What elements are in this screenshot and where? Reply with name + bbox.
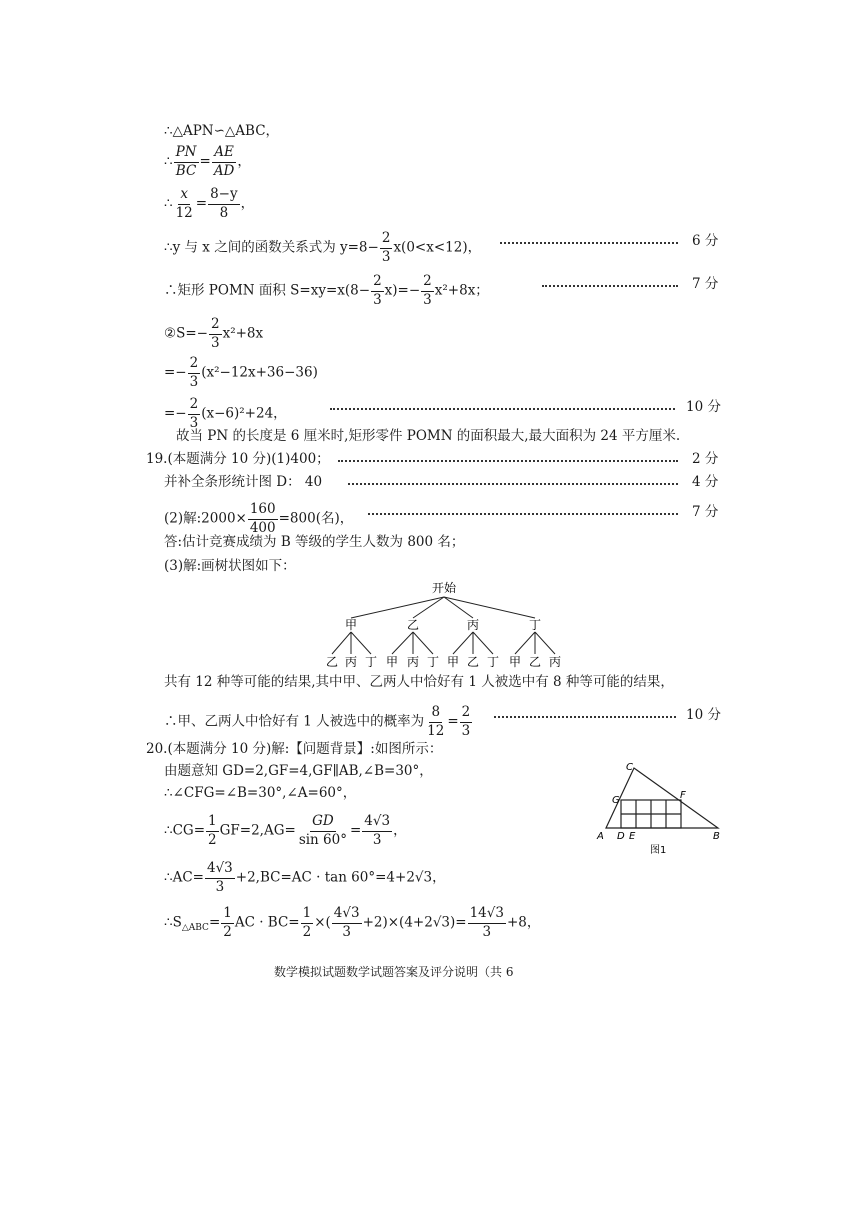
fraction — [206, 815, 219, 847]
formula-line — [164, 232, 481, 264]
fraction — [425, 706, 446, 738]
tree-lines — [332, 597, 555, 654]
formula-line — [164, 907, 540, 939]
score-label: 6 分 — [692, 233, 719, 249]
score-label: 10 分 — [686, 399, 721, 415]
fraction-num: 2 — [460, 706, 473, 723]
text: =− — [164, 364, 187, 381]
fraction-num: 2 — [380, 232, 393, 249]
text: (x−6)²+24， — [201, 405, 287, 422]
formula-line — [164, 815, 407, 847]
tree-node-level2: 丁 — [426, 655, 440, 668]
fraction-num: 2 — [188, 357, 201, 374]
fraction — [221, 907, 234, 939]
tree-root: 开始 — [431, 581, 457, 595]
fraction-den: 3 — [423, 291, 432, 308]
text: (2)解:2000× — [164, 510, 247, 527]
fraction — [248, 503, 278, 535]
fraction-den: 3 — [189, 373, 199, 390]
text-line: 19.(本题满分 10 分)(1)400； — [146, 451, 330, 467]
fraction-num: 1 — [221, 907, 234, 924]
formula-line — [164, 146, 251, 178]
fraction — [380, 232, 393, 264]
tree-node-level2: 乙 — [466, 655, 480, 668]
text-line: ∴△APN∽△ABC， — [164, 123, 280, 139]
fraction-num: 2 — [188, 398, 201, 415]
text: ∴y 与 x 之间的函数关系式为 y=8− — [164, 239, 379, 256]
fraction — [297, 815, 349, 847]
text-line: 共有 12 种等可能的结果,其中甲、乙两人中恰好有 1 人被选中有 8 种等可能的结果， — [164, 674, 674, 690]
fraction-num: 2 — [209, 318, 222, 335]
fraction — [421, 275, 434, 307]
fraction-den: 12 — [427, 722, 445, 739]
formula-line — [164, 862, 446, 894]
text: ∴CG= — [164, 822, 206, 839]
fraction-den: 3 — [482, 923, 492, 940]
text: ， — [240, 195, 255, 212]
formula-line — [164, 188, 254, 220]
formula-line — [164, 398, 287, 430]
fraction-num: 2 — [371, 275, 384, 292]
tree-diagram — [0, 578, 867, 668]
point-label-d: D — [617, 831, 625, 842]
fraction — [362, 815, 392, 847]
fraction — [301, 907, 314, 939]
formula-line — [164, 318, 263, 350]
fraction — [212, 146, 237, 178]
tree-node-level2: 甲 — [385, 655, 399, 668]
tree-node-level1: 乙 — [406, 618, 420, 632]
fraction-den: 2 — [302, 923, 312, 940]
dotted-leader — [348, 483, 678, 485]
fraction-num: PN — [174, 146, 199, 163]
text: ∴ — [164, 153, 173, 170]
point-label-b: B — [713, 831, 720, 842]
text: = — [195, 195, 208, 212]
fraction-num: 4√3 — [332, 907, 362, 924]
subscript: △ABC — [181, 923, 209, 934]
fraction — [209, 318, 222, 350]
page-footer: 数学模拟试题数学试题答案及评分说明（共 6 — [274, 965, 514, 979]
fraction-num: AE — [212, 146, 236, 163]
fraction — [460, 706, 473, 738]
score-label: 7 分 — [692, 504, 719, 520]
fraction — [468, 907, 506, 939]
text: = — [447, 713, 459, 730]
fraction-den: sin 60° — [298, 831, 347, 848]
tree-node-level2: 丙 — [548, 655, 562, 668]
tree-edge — [413, 632, 433, 654]
tree-node-level2: 乙 — [528, 655, 542, 668]
fraction-num: 1 — [301, 907, 314, 924]
dotted-leader — [494, 716, 676, 718]
text: ∴甲、乙两人中恰好有 1 人被选中的概率为 — [164, 713, 425, 730]
text: ∴矩形 POMN 面积 S=xy=x(8− — [164, 282, 371, 299]
tree-edge — [535, 632, 555, 654]
tree-node-level1: 丁 — [528, 618, 542, 632]
fraction-num: 8 — [429, 706, 442, 723]
fraction-num: 4√3 — [205, 862, 235, 879]
fraction-den: 3 — [461, 722, 471, 739]
text: ∴AC= — [164, 869, 204, 886]
text: x²+8x — [222, 325, 264, 342]
text: ， — [237, 153, 251, 170]
text: =− — [164, 405, 187, 422]
fraction-den: 2 — [208, 831, 217, 848]
formula-line — [164, 706, 473, 738]
dotted-leader — [500, 242, 678, 244]
tree-edge — [453, 632, 473, 654]
tree-node-level2: 乙 — [325, 655, 339, 668]
fraction-den: 2 — [223, 923, 232, 940]
text: ×( — [314, 914, 331, 931]
text: +8， — [506, 914, 541, 931]
triangle-abc — [606, 768, 718, 828]
fraction — [205, 862, 235, 894]
tree-node-level2: 丁 — [486, 655, 500, 668]
text: x²+8x； — [434, 282, 489, 299]
text: ②S=− — [164, 325, 208, 342]
dotted-leader — [330, 408, 675, 410]
tree-node-level1: 丙 — [466, 618, 480, 632]
dotted-leader — [368, 513, 678, 515]
fraction — [188, 357, 201, 389]
fraction-den: 3 — [210, 334, 220, 351]
text-line: ∴∠CFG=∠B=30°,∠A=60°， — [164, 785, 357, 801]
fraction — [208, 188, 240, 220]
text-line: 并补全条形统计图 D： 40 — [164, 474, 323, 490]
fraction-den: BC — [175, 162, 197, 179]
score-label: 7 分 — [692, 276, 719, 292]
fraction-num: 1 — [206, 815, 219, 832]
triangle-figure — [592, 760, 732, 860]
fraction-num: 2 — [421, 275, 434, 292]
text: ∴S — [164, 914, 182, 931]
fraction-den: 3 — [372, 831, 382, 848]
point-label-f: F — [680, 790, 686, 801]
text: x)=− — [384, 282, 421, 299]
score-label: 4 分 — [692, 474, 719, 490]
text: GF=2,AG= — [219, 822, 296, 839]
fraction-den: 3 — [215, 878, 225, 895]
dotted-leader — [542, 285, 678, 287]
tree-edge — [351, 632, 371, 654]
fraction-den: 3 — [342, 923, 351, 940]
text-line: (3)解:画树状图如下： — [164, 558, 296, 574]
fraction — [174, 188, 195, 220]
text: = — [199, 153, 211, 170]
fraction-den: 3 — [189, 414, 199, 431]
dotted-leader — [338, 460, 678, 462]
tree-node-level2: 丙 — [344, 655, 358, 668]
text-line: 由题意知 GD=2,GF=4,GF∥AB,∠B=30°， — [164, 763, 433, 779]
text: ∴ — [164, 195, 173, 212]
tree-node-level2: 丁 — [364, 655, 378, 668]
point-label-e: E — [629, 831, 636, 842]
fraction-num: 8−y — [208, 188, 240, 205]
fraction-den: 400 — [249, 519, 276, 536]
score-label: 2 分 — [692, 451, 719, 467]
text: ， — [393, 822, 407, 839]
text-line: 答:估计竞赛成绩为 B 等级的学生人数为 800 名； — [164, 534, 465, 550]
figure-caption: 图1 — [650, 845, 667, 856]
formula-line — [164, 357, 318, 389]
fraction — [188, 398, 201, 430]
fraction — [332, 907, 362, 939]
fraction-num: GD — [310, 815, 336, 832]
formula-line — [164, 275, 489, 307]
text: +2)×(4+2√3)= — [362, 914, 467, 931]
text: +2,BC=AC · tan 60°=4+2√3， — [235, 869, 446, 886]
tree-edge — [473, 632, 493, 654]
text: = — [349, 822, 362, 839]
point-label-a: A — [597, 831, 604, 842]
fraction-den: 3 — [381, 248, 391, 265]
fraction-den: 8 — [219, 204, 229, 221]
fraction — [174, 146, 199, 178]
text: = — [208, 914, 221, 931]
point-label-c: C — [626, 762, 633, 773]
fraction-den: 12 — [175, 204, 193, 221]
text: (x²−12x+36−36) — [201, 364, 318, 381]
tree-node-level2: 丙 — [406, 655, 420, 668]
fraction-num: 4√3 — [362, 815, 392, 832]
text: x(0<x<12)， — [393, 239, 482, 256]
tree-edge — [332, 632, 351, 654]
tree-node-level1: 甲 — [344, 618, 358, 632]
tree-edge — [515, 632, 535, 654]
fraction — [371, 275, 384, 307]
fraction-num: 14√3 — [468, 907, 506, 924]
score-label: 10 分 — [686, 707, 721, 723]
tree-edge — [392, 632, 413, 654]
point-label-g: G — [612, 795, 620, 806]
fraction-num: 160 — [248, 503, 278, 520]
text-line: 故当 PN 的长度是 6 厘米时,矩形零件 POMN 的面积最大,最大面积为 24 平方厘米. — [176, 428, 681, 444]
text-line: 20.(本题满分 10 分)解:【问题背景】:如图所示： — [146, 741, 443, 757]
tree-node-level2: 甲 — [446, 655, 460, 668]
text: =800(名)， — [278, 510, 354, 527]
fraction-den: AD — [213, 162, 235, 179]
tree-node-level2: 甲 — [508, 655, 522, 668]
text: AC · BC= — [234, 914, 300, 931]
tree-edge — [351, 597, 444, 618]
fraction-den: 3 — [373, 291, 382, 308]
formula-line — [164, 503, 353, 535]
fraction-num: x — [178, 188, 190, 205]
